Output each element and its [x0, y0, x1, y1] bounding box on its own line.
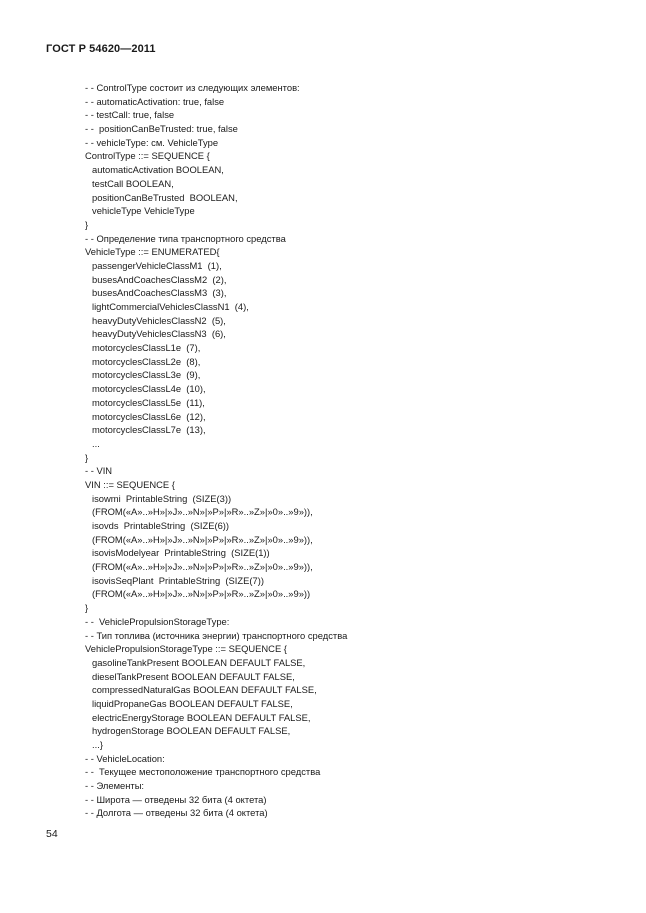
- code-line: gasolineTankPresent BOOLEAN DEFAULT FALSE,: [92, 656, 306, 668]
- code-line: busesAndCoachesClassM2 (2),: [92, 273, 227, 285]
- asn1-code-listing: [85, 81, 605, 820]
- code-line: hydrogenStorage BOOLEAN DEFAULT FALSE,: [92, 725, 291, 737]
- code-line: vehicleType VehicleType: [92, 205, 195, 217]
- document-header: ГОСТ Р 54620—2011: [46, 43, 156, 55]
- code-line: isovisModelyear PrintableString (SIZE(1)): [92, 547, 270, 559]
- code-line: isovds PrintableString (SIZE(6)): [92, 520, 230, 531]
- code-line: liquidPropaneGas BOOLEAN DEFAULT FALSE,: [92, 697, 293, 709]
- code-line: - - Текущее местоположение транспортного средства: [85, 766, 321, 778]
- code-line: (FROM(«A»..»H»|»J»..»N»|»P»|»R»..»Z»|»0»..»9»)),: [92, 533, 313, 545]
- code-line: isowmi PrintableString (SIZE(3)): [92, 492, 232, 504]
- code-line: - - Элементы:: [85, 780, 145, 792]
- code-line: passengerVehicleClassM1 (1),: [92, 259, 222, 271]
- code-line: VehicleType ::= ENUMERATED{: [85, 246, 220, 258]
- code-line: motorcyclesClassL7e (13),: [92, 424, 206, 436]
- code-line: - - VehiclePropulsionStorageType:: [85, 615, 230, 627]
- code-line: motorcyclesClassL2e (8),: [92, 355, 201, 367]
- code-line: (FROM(«A»..»H»|»J»..»N»|»P»|»R»..»Z»|»0»..»9»)),: [92, 506, 313, 518]
- code-line: (FROM(«A»..»H»|»J»..»N»|»P»|»R»..»Z»|»0»..»9»)): [92, 588, 311, 600]
- code-line: isovisSeqPlant PrintableString (SIZE(7)): [92, 574, 264, 586]
- code-line: motorcyclesClassL5e (11),: [92, 396, 205, 408]
- code-line: VIN ::= SEQUENCE {: [85, 478, 175, 490]
- code-line: heavyDutyVehiclesClassN2 (5),: [92, 314, 226, 326]
- code-line: - - VehicleLocation:: [85, 752, 165, 764]
- code-line: ControlType ::= SEQUENCE {: [85, 150, 210, 162]
- code-line: ...}: [92, 739, 103, 750]
- code-line: - - testCall: true, false: [85, 109, 175, 121]
- code-line: testCall BOOLEAN,: [92, 177, 174, 189]
- code-line: positionCanBeTrusted BOOLEAN,: [92, 191, 238, 203]
- code-line: motorcyclesClassL3e (9),: [92, 369, 201, 381]
- code-line: }: [85, 451, 89, 463]
- code-line: automaticActivation BOOLEAN,: [92, 164, 224, 176]
- code-line: motorcyclesClassL6e (12),: [92, 410, 206, 422]
- code-line: - - automaticActivation: true, false: [85, 95, 225, 107]
- code-line: - - Определение типа транспортного средства: [85, 232, 286, 244]
- code-line: VehiclePropulsionStorageType ::= SEQUENCE {: [85, 643, 287, 655]
- code-line: - - positionCanBeTrusted: true, false: [85, 123, 238, 135]
- code-line: }: [85, 602, 89, 614]
- page-number: 54: [46, 828, 58, 840]
- code-line: - - VIN: [85, 465, 113, 477]
- code-line: - - vehicleType: см. VehicleType: [85, 136, 219, 148]
- code-line: (FROM(«A»..»H»|»J»..»N»|»P»|»R»..»Z»|»0»..»9»)),: [92, 561, 313, 573]
- code-line: motorcyclesClassL4e (10),: [92, 383, 206, 395]
- code-line: - - Долгота — отведены 32 бита (4 октета): [85, 807, 268, 819]
- code-line: - - ControlType состоит из следующих элементов:: [85, 82, 300, 93]
- code-line: busesAndCoachesClassM3 (3),: [92, 287, 227, 299]
- code-line: heavyDutyVehiclesClassN3 (6),: [92, 328, 226, 340]
- code-line: - - Широта — отведены 32 бита (4 октета): [85, 793, 267, 805]
- code-line: - - Тип топлива (источника энергии) транспортного средства: [85, 629, 348, 641]
- code-line: lightCommercialVehiclesClassN1 (4),: [92, 301, 249, 312]
- code-line: electricEnergyStorage BOOLEAN DEFAULT FALSE,: [92, 711, 311, 723]
- code-line: ...: [92, 437, 100, 449]
- code-line: dieselTankPresent BOOLEAN DEFAULT FALSE,: [92, 670, 295, 682]
- code-line: }: [85, 218, 89, 230]
- code-line: compressedNaturalGas BOOLEAN DEFAULT FALSE,: [92, 684, 317, 696]
- code-line: motorcyclesClassL1e (7),: [92, 342, 201, 354]
